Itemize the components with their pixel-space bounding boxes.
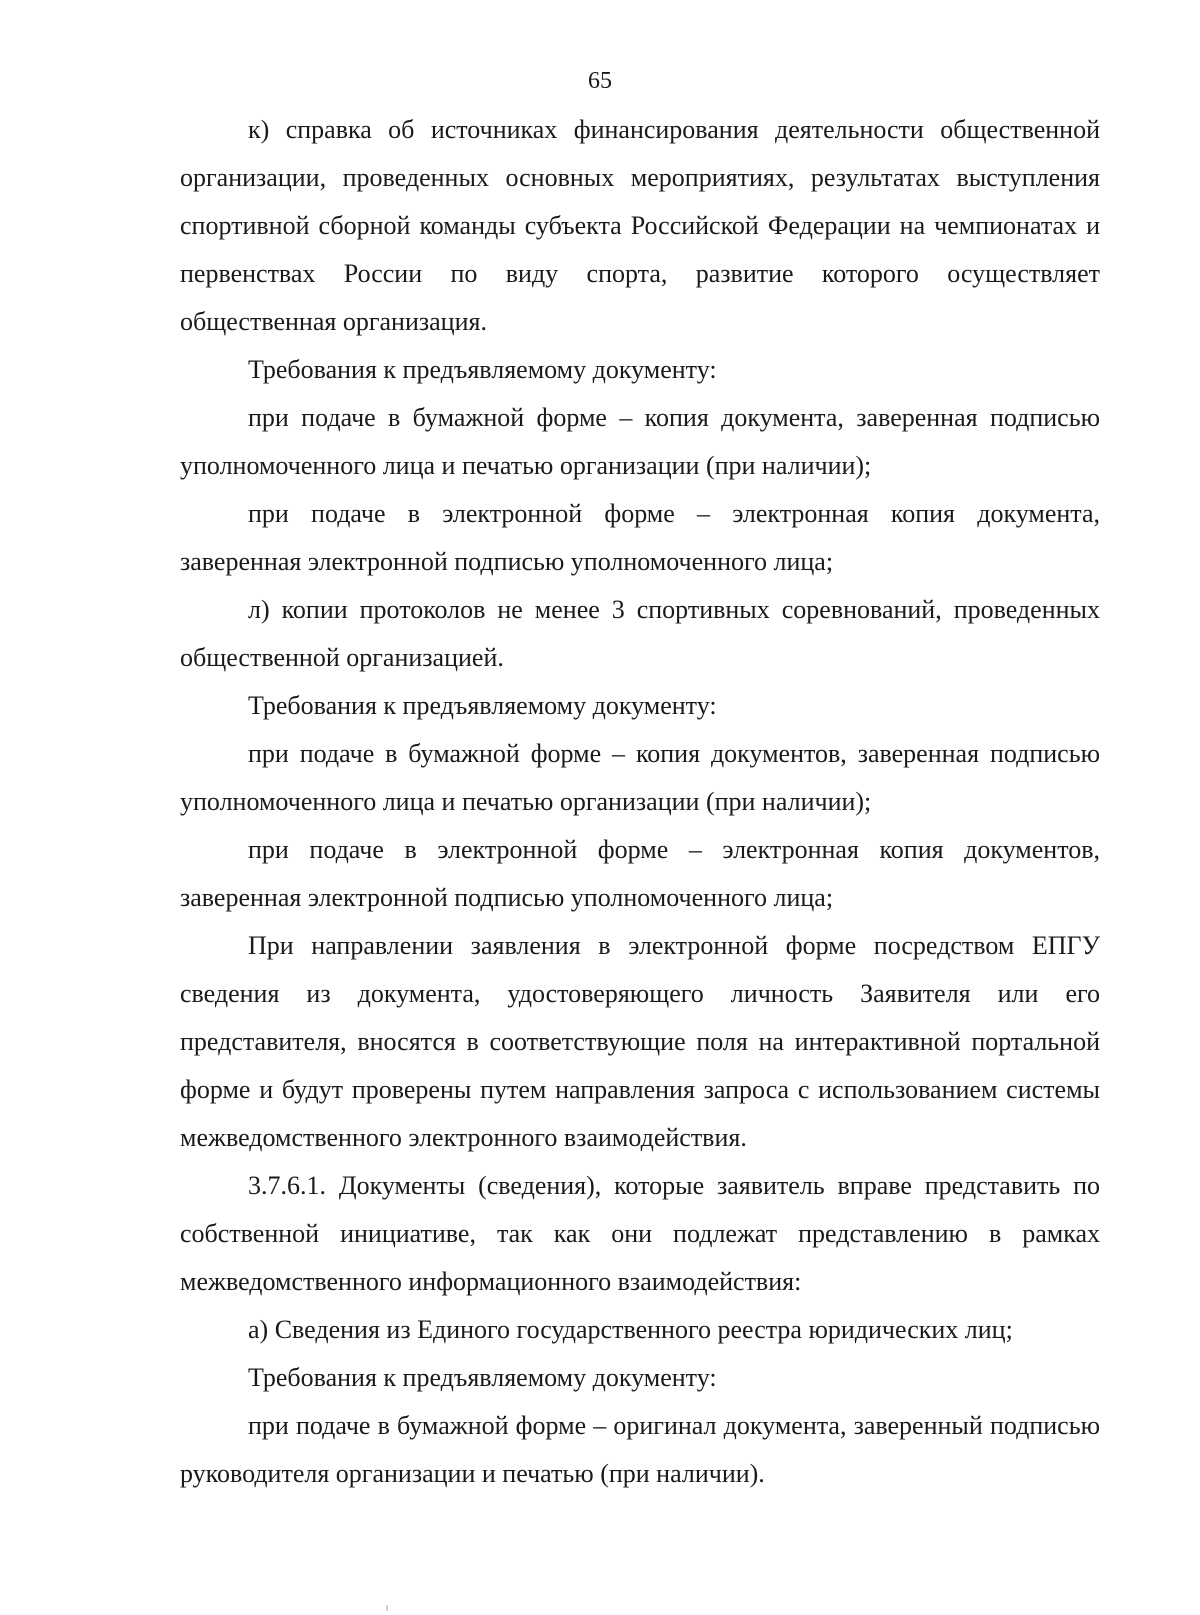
paragraph-section-3-7-6-1: 3.7.6.1. Документы (сведения), которые заявитель вправе представить по собственной инициативе, так как они подлежат представлению в рамках межведомственного информационного взаимодействия:	[180, 1171, 1100, 1296]
paragraph-item-a: а) Сведения из Единого государственного реестра юридических лиц;	[248, 1315, 1013, 1344]
scan-speck	[386, 1605, 388, 1611]
document-body	[180, 106, 1100, 1498]
paragraph-epgu-submission: При направлении заявления в электронной форме посредством ЕПГУ сведения из документа, удостоверяющего личность Заявителя или его представителя, вносятся в соответствующие поля на интерактивной портальной форме и будут проверены путем направления запроса с использованием системы межведомственного электронного взаимодействия.	[180, 931, 1100, 1152]
paragraph-paper-form: при подаче в бумажной форме – копия документа, заверенная подписью уполномоченного лица и печатью организации (при наличии);	[180, 403, 1100, 480]
paragraph-electronic-form: при подаче в электронной форме – электронная копия документа, заверенная электронной подписью уполномоченного лица;	[180, 499, 1100, 576]
paragraph-paper-form: при подаче в бумажной форме – оригинал документа, заверенный подписью руководителя организации и печатью (при наличии).	[180, 1411, 1100, 1488]
paragraph-electronic-form: при подаче в электронной форме – электронная копия документов, заверенная электронной подписью уполномоченного лица;	[180, 835, 1100, 912]
page-number: 65	[588, 68, 612, 94]
paragraph-item-k: к) справка об источниках финансирования деятельности общественной организации, проведенных основных мероприятиях, результатах выступления спортивной сборной команды субъекта Российской Федерации на чемпионатах и первенствах России по виду спорта, развитие которого осуществляет общественная организация.	[180, 115, 1100, 336]
paragraph-requirements-heading: Требования к предъявляемому документу:	[248, 355, 717, 384]
paragraph-paper-form: при подаче в бумажной форме – копия документов, заверенная подписью уполномоченного лица и печатью организации (при наличии);	[180, 739, 1100, 816]
paragraph-item-l: л) копии протоколов не менее 3 спортивных соревнований, проведенных общественной организацией.	[180, 595, 1100, 672]
paragraph-requirements-heading: Требования к предъявляемому документу:	[248, 1363, 717, 1392]
paragraph-requirements-heading: Требования к предъявляемому документу:	[248, 691, 717, 720]
